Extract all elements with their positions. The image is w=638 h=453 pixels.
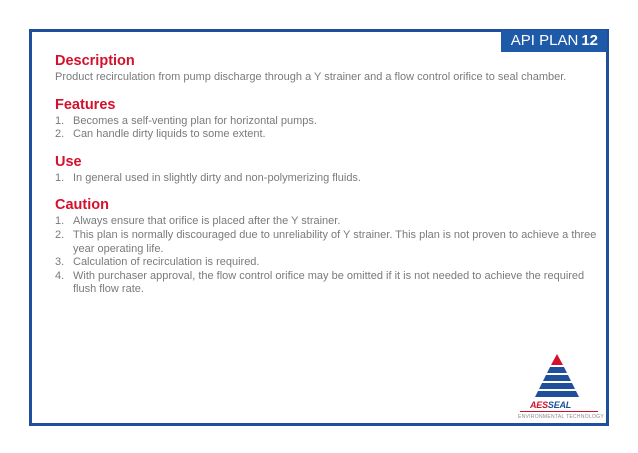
logo-wordmark [530, 400, 571, 410]
logo-tagline: ENVIRONMENTAL TECHNOLOGY [518, 414, 605, 420]
logo-divider [520, 411, 598, 412]
plan-tag-label: API PLAN [510, 32, 579, 49]
features-list [55, 115, 600, 142]
aesseal-logo [512, 352, 605, 422]
list-item-number: 2. [55, 228, 65, 241]
list-item [55, 128, 600, 142]
use-heading: Use [55, 153, 82, 170]
use-section [55, 153, 600, 186]
list-item-number: 1. [55, 215, 65, 228]
list-item [55, 229, 600, 256]
description-section [55, 52, 600, 85]
list-item [55, 215, 600, 229]
list-item-text: With purchaser approval, the flow control orifice may be omitted if it is not needed to achieve the required flush flow rate. [73, 269, 585, 296]
logo-wordmark-aes: AES [530, 400, 548, 410]
list-item-text: In general used in slightly dirty and non-polymerizing fluids. [73, 171, 361, 184]
description-text: Product recirculation from pump discharge through a Y strainer and a flow control orifice to seal chamber. [55, 71, 567, 83]
list-item-text: This plan is normally discouraged due to unreliability of Y strainer. This plan is not proven to achieve a three year operating life. [73, 228, 597, 255]
caution-list [55, 215, 600, 297]
plan-tag-number: 12 [581, 32, 598, 49]
list-item-text: Calculation of recirculation is required. [73, 256, 260, 269]
list-item-number: 1. [55, 171, 65, 184]
use-list [55, 172, 600, 186]
logo-wordmark-seal: SEAL [547, 400, 572, 410]
list-item-number: 2. [55, 128, 65, 141]
list-item [55, 256, 600, 270]
features-section [55, 96, 600, 142]
list-item-number: 4. [55, 269, 65, 282]
list-item [55, 115, 600, 129]
main-content [55, 52, 600, 308]
list-item-text: Always ensure that orifice is placed after the Y strainer. [73, 215, 341, 228]
list-item-text: Can handle dirty liquids to some extent. [73, 128, 266, 141]
list-item-text: Becomes a self-venting plan for horizontal pumps. [73, 114, 317, 127]
list-item-number: 3. [55, 256, 65, 269]
aesseal-triangle-icon [532, 352, 582, 400]
plan-tag [501, 30, 607, 52]
caution-heading: Caution [55, 197, 109, 214]
features-heading: Features [55, 96, 116, 113]
description-heading: Description [55, 53, 135, 69]
caution-section [55, 196, 600, 297]
list-item [55, 172, 600, 186]
list-item-number: 1. [55, 114, 65, 127]
list-item [55, 270, 600, 297]
